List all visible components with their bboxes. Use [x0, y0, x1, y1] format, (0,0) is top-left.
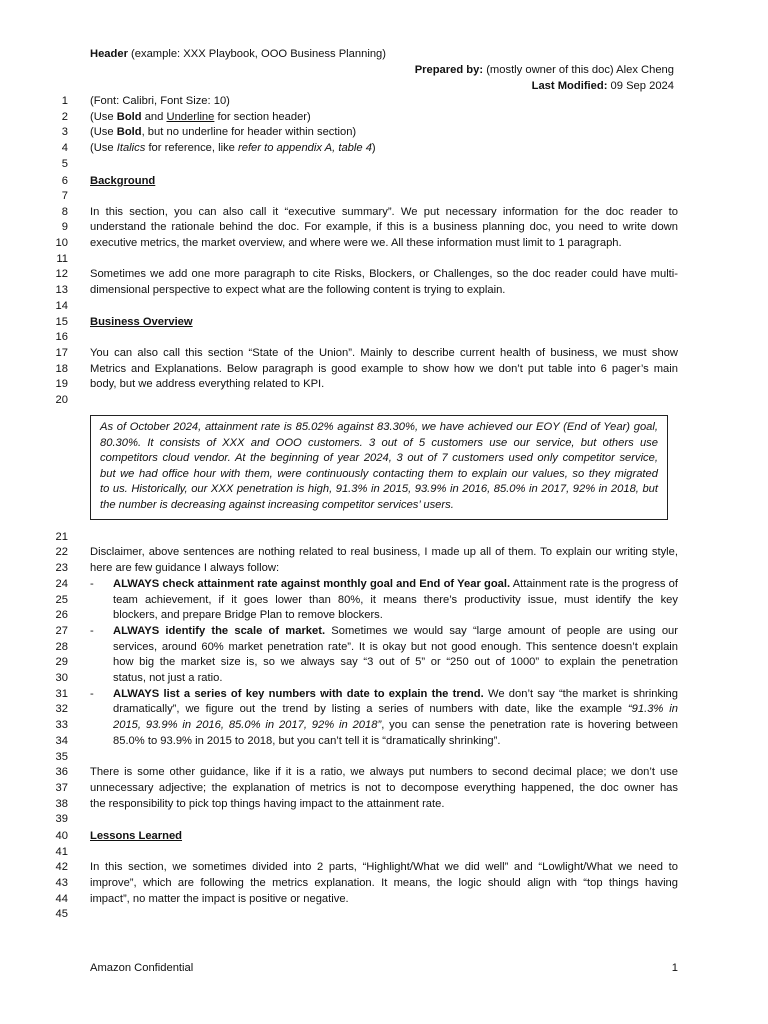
- line-number: 30: [55, 672, 68, 684]
- bullet-2-line: ALWAYS identify the scale of market. Sometimes we would say “large amount of people are using our: [113, 625, 679, 637]
- bullet-3-line: 2015, 93.9% in 2016, 85.0% in 2017, 92% in 2018”, you can sense the penetration rate is hovering between: [113, 719, 678, 731]
- header-title: Header (example: XXX Playbook, OOO Business Planning): [90, 48, 386, 60]
- bullet-1-line: blockers, and prepare Bridge Plan to remove blockers.: [113, 609, 383, 621]
- line-number: 2: [61, 111, 68, 123]
- footer-confidential: Amazon Confidential: [90, 962, 194, 974]
- overview-paragraph-line: Metrics and Explanations. Below paragraph is good example to show how we don’t put table into 6 pager’s main: [90, 363, 678, 375]
- line-number: 24: [55, 578, 68, 590]
- style-note-font: (Font: Calibri, Font Size: 10): [90, 95, 230, 107]
- overview-paragraph-line: You can also call this section “State of the Union”. Mainly to describe current health of business, we must show: [90, 347, 678, 359]
- callout-line: 80.30%. It consists of XXX and OOO customers. 3 out of 5 customers use our service, but others use: [100, 436, 658, 449]
- last-modified: Last Modified: 09 Sep 2024: [531, 80, 674, 92]
- callout-line: competitors cloud vendor. At the beginning of year 2024, 3 out of 7 customers used only competitor service,: [100, 452, 658, 465]
- other-guidance-line: There is some other guidance, like if it is a ratio, we always put numbers to second decimal place; we don’t use: [90, 766, 678, 778]
- line-number: 5: [61, 158, 68, 170]
- bullet-marker: -: [90, 578, 94, 590]
- line-number: 42: [55, 861, 68, 873]
- lessons-paragraph-line: In this section, we sometimes divided into 2 parts, “Highlight/What we did well” and “Lowlight/What we need to: [90, 861, 678, 873]
- bullet-3-line: dramatically”, we figure out the trend by listing a series of numbers with date, like the example “91.3% in: [113, 703, 679, 715]
- line-number: 22: [55, 546, 68, 558]
- line-number: 8: [61, 206, 68, 218]
- line-number: 40: [55, 830, 68, 842]
- line-number: 17: [55, 347, 68, 359]
- prepared-by: Prepared by: (mostly owner of this doc) Alex Cheng: [414, 64, 674, 76]
- example-callout-box: [90, 415, 668, 520]
- line-number: 19: [55, 378, 68, 390]
- lessons-paragraph-line: impact”, no matter the impact is positive or negative.: [90, 893, 349, 905]
- line-number: 32: [55, 703, 68, 715]
- line-number: 38: [55, 798, 68, 810]
- line-number: 41: [55, 846, 68, 858]
- line-number: 43: [55, 877, 68, 889]
- line-number: 35: [55, 751, 68, 763]
- line-number: 10: [55, 237, 68, 249]
- background-paragraph-line: In this section, you can also call it “executive summary”. We put necessary information for the doc reader to: [90, 206, 678, 218]
- line-number: 23: [55, 562, 68, 574]
- line-number: 20: [55, 394, 68, 406]
- line-number: 27: [55, 625, 68, 637]
- line-number: 34: [55, 735, 68, 747]
- section-heading-business-overview: Business Overview: [90, 316, 193, 328]
- line-number: 33: [55, 719, 68, 731]
- line-number: 26: [55, 609, 68, 621]
- bullet-2-line: status, not just a ratio.: [113, 672, 223, 684]
- line-number: 45: [55, 908, 68, 920]
- callout-line: but we had office hour with them, were continuously contacting them to explain our values, so they migrated: [100, 467, 658, 480]
- line-number: 1: [61, 95, 68, 107]
- section-heading-background: Background: [90, 175, 156, 187]
- line-number: 3: [61, 126, 68, 138]
- bullet-marker: -: [90, 625, 94, 637]
- overview-paragraph-line: body, but we address everything related to KPI.: [90, 378, 325, 390]
- line-number: 16: [55, 331, 68, 343]
- line-number: 18: [55, 363, 68, 375]
- bullet-marker: -: [90, 688, 94, 700]
- line-number: 37: [55, 782, 68, 794]
- footer-page-number: 1: [671, 962, 678, 974]
- background-paragraph-line: understand the rationale behind the doc. For example, if this is a business planning doc, you need to write down: [90, 221, 678, 233]
- style-note-subheader: (Use Bold, but no underline for header within section): [90, 126, 357, 138]
- bullet-2-line: services, around 60% market penetration rate”. It is okay but not good enough. This sentence doesn’t explain: [113, 641, 678, 653]
- bullet-1-line: ALWAYS check attainment rate against monthly goal and End of Year goal. Attainment rate is the progress of: [113, 578, 678, 590]
- line-number: 31: [55, 688, 68, 700]
- line-number: 39: [55, 813, 68, 825]
- line-number: 9: [61, 221, 68, 233]
- background-paragraph-line: dimensional perspective to expect what are the following content is trying to explain.: [90, 284, 506, 296]
- line-number: 36: [55, 766, 68, 778]
- line-number: 11: [56, 253, 68, 265]
- other-guidance-line: unnecessary adjective; the explanation of metrics is not to decompose everything happened, the doc owner has: [90, 782, 678, 794]
- line-number: 28: [55, 641, 68, 653]
- background-paragraph-line: Sometimes we add one more paragraph to cite Risks, Blockers, or Challenges, so the doc reader could have multi-: [90, 268, 678, 280]
- line-number: 25: [55, 594, 68, 606]
- line-number: 29: [55, 656, 68, 668]
- lessons-paragraph-line: improve”, which are following the metrics explanation. It means, the logic should align with “top things having: [90, 877, 678, 889]
- callout-line: the number is decreasing against increasing competitor services’ users.: [100, 498, 454, 511]
- line-number: 44: [55, 893, 68, 905]
- style-note-reference: (Use Italics for reference, like refer to appendix A, table 4): [90, 142, 376, 154]
- background-paragraph-line: executive metrics, the market overview, and where were we. All these information must limit to 1 paragraph.: [90, 237, 622, 249]
- callout-line: As of October 2024, attainment rate is 85.02% against 83.30%, we have achieved our EOY (End of Year) goal,: [100, 421, 658, 433]
- line-number: 6: [61, 175, 68, 187]
- line-number: 14: [55, 300, 68, 312]
- line-number: 7: [61, 190, 68, 202]
- other-guidance-line: the responsibility to pick top things having impact to the attainment rate.: [90, 798, 445, 810]
- line-number: 21: [55, 531, 68, 543]
- style-note-section-header: (Use Bold and Underline for section header): [90, 111, 311, 123]
- disclaimer-line: Disclaimer, above sentences are nothing related to real business, I made up all of them. To explain our writing style,: [90, 546, 678, 558]
- line-number: 15: [55, 316, 68, 328]
- line-number: 13: [55, 284, 68, 296]
- bullet-2-line: how big the market size is, so we always say “3 out of 5” or “250 out of 1000” to explain the penetration: [113, 656, 678, 668]
- disclaimer-line: here are few guidance I always follow:: [90, 562, 280, 574]
- line-number: 12: [55, 268, 68, 280]
- bullet-3-line: 85.0% to 93.9% in 2015 to 2018, but you can’t tell it is “dramatically shrinking”.: [113, 735, 501, 747]
- section-heading-lessons-learned: Lessons Learned: [90, 830, 183, 842]
- callout-line: to us. Historically, our XXX penetration is high, 91.3% in 2015, 93.9% in 2016, 85.0% in 2017, 92% in 2018, but: [100, 483, 658, 496]
- bullet-3-line: ALWAYS list a series of key numbers with date to explain the trend. We don’t say “the market is shrinking: [113, 688, 679, 700]
- line-number: 4: [61, 142, 68, 154]
- bullet-1-line: team achievement, if it goes lower than 80%, it means there’s productivity issue, must identify the key: [113, 594, 678, 606]
